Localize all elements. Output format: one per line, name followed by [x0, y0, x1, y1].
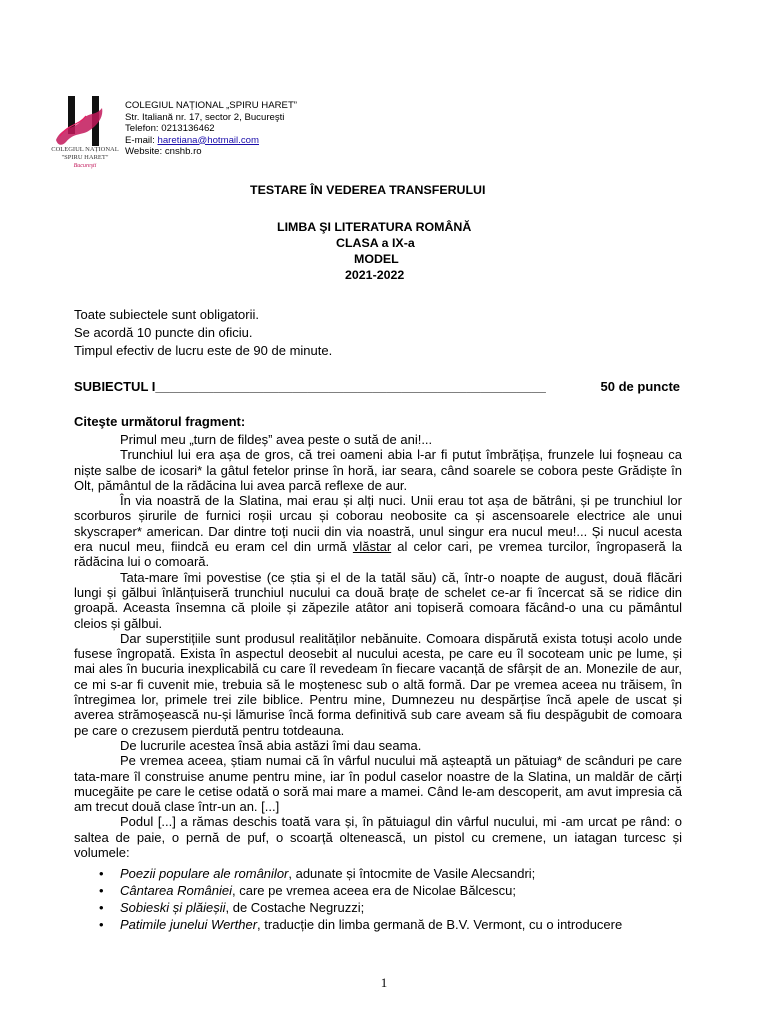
school-name: COLEGIUL NAȚIONAL „SPIRU HARET”: [125, 100, 298, 111]
instructions: [74, 306, 332, 360]
instruction-line: Toate subiectele sunt obligatorii.: [74, 307, 260, 322]
book-detail: , traducție din limba germană de B.V. Vermont, cu o introducere: [257, 917, 623, 932]
school-email-line: [125, 135, 297, 147]
paragraph: Pe vremea aceea, știam numai că în vârful nucului mă așteaptă un pătuiag* de scânduri pe care tata-mare îl construise anume pentru mine, iar în podul caselor noastre de la Slatina, un maldăr de cărți mucegăite pe care le cetise odată o soră mai mare a mamei. Când le-am descoperit, am avut impresia că am trecut două clase într-un an. [...]: [74, 753, 682, 815]
section-points: 50 de puncte: [600, 379, 680, 394]
book-list: [74, 865, 682, 933]
school-phone: Telefon: 0213136462: [125, 123, 215, 134]
email-label: E-mail:: [125, 134, 158, 146]
school-address: Str. Italiană nr. 17, sector 2, Bucureşti: [125, 111, 285, 123]
subject-title: LIMBA ŞI LITERATURA ROMÂNĂ: [277, 220, 472, 234]
book-detail: , de Costache Negruzzi;: [225, 900, 365, 915]
list-item: [74, 882, 682, 899]
logo-emblem-icon: [52, 96, 114, 148]
bullet-icon: •: [99, 866, 104, 881]
bullet-icon: •: [99, 917, 104, 932]
list-item: [74, 865, 682, 882]
instruction-line: Timpul efectiv de lucru este de 90 de minute.: [74, 343, 333, 358]
model-title: MODEL: [354, 252, 399, 266]
section-label: SUBIECTUL I______________________________________________________: [74, 379, 546, 394]
logo-caption-city: Bucureşti: [73, 163, 97, 169]
book-title: Patimile junelui Werther: [120, 917, 258, 932]
logo-caption-line: COLEGIUL NAȚIONAL: [51, 146, 119, 153]
book-detail: , adunate și întocmite de Vasile Alecsandri;: [288, 866, 536, 881]
book-title: Cântarea României: [120, 883, 233, 898]
book-title: Sobieski și plăieșii: [120, 900, 226, 915]
book-detail: , care pe vremea aceea era de Nicolae Bălcescu;: [232, 883, 517, 898]
paragraph-part: al celor cari, pe vremea turcilor, îngropaseră la rădăcina lui o comoară.: [74, 539, 682, 570]
paragraph: Podul [...] a rămas deschis toată vara și, în pătuiagul din vârful nucului, mi -am urcat pe rând: o saltea de paie, o pernă de puf, o scoarță oltenească, un pistol cu cremene, un iatagan turcesc și volumele:: [74, 814, 682, 861]
paragraph: De lucrurile acestea însă abia astăzi îmi dau seama.: [120, 737, 422, 753]
bullet-icon: •: [99, 900, 104, 915]
paragraph: Dar superstițiile sunt produsul realităților nebănuite. Comoara dispărută exista totuși acolo unde fusese îngropată. Exista în aspectul deosebit al nucului acesta, pe care eu îl socoteam unic pe lume, și mai ales în bucuria inexplicabilă cu care îl revedeam în fiecare vacanță de sfârșit de an. Monezile de aur, ce mi s-ar fi cuvenit mie, trebuia să le moștenesc sub o altă formă. Dar pe vremea aceea nu trăisem, în întregimea lor, primele trei zile biblice. Pentru mine, Dumnezeu nu despărțise încă apele de uscat și averea strămoșească nu-și lămurise încă forma definitivă sub care aveam să fiu despăgubit de comoara pe care o crezusem pierdută pentru totdeauna.: [74, 630, 682, 738]
reading-instruction: Citeşte următorul fragment:: [74, 414, 246, 429]
section-header: [74, 378, 680, 396]
email-link[interactable]: haretiana@hotmail.com: [157, 134, 259, 146]
list-item: [74, 899, 682, 916]
class-title: CLASA a IX-a: [336, 236, 415, 250]
book-title: Poezii populare ale românilor: [120, 866, 289, 881]
paragraph: Tata-mare îmi povestise (ce știa și el de la tatăl său) că, într-o noapte de august, două flăcări lungi și gălbui înlănțuiseră trunchiul nucului ca două brațe de schelet ce-ar fi încercat să se ridice din groapă. Aceasta însemna că ploile și zăpezile atâtor ani topiseră comoara făcând-o una cu pământul cleios și gălbui.: [74, 569, 682, 631]
year-title: 2021-2022: [345, 268, 405, 282]
paragraph: Trunchiul lui era așa de gros, că trei oameni abia l-ar fi putut îmbrățișa, frunzele lui foșneau ca niște salbe de icosari* la gâtul fetelor prinse în horă, iar seara, când soarele se cobora peste Grădiște în Olt, pământul de la rădăcina lui avea parcă reflexe de aur.: [74, 447, 682, 493]
logo-caption-line: "SPIRU HARET": [61, 154, 109, 161]
paragraph: [74, 493, 682, 569]
instruction-line: Se acordă 10 puncte din oficiu.: [74, 325, 253, 340]
paragraph-part: În via noastră de la Slatina, mai erau și alți nuci. Unii erau tot așa de bătrâni, și pe trunchiul lor scorburos șirurile de furnici roșii urcau și coborau neobosite ca și ascensoarele electrice ale unui skyscraper* american. Dar dintre toți nucii din via noastră, unul singur era nucul meu!... Și nucul acesta era nucul meu, fiindcă eu eram cel din urmă: [74, 493, 682, 555]
bullet-icon: •: [99, 883, 104, 898]
fragment-text: [74, 432, 682, 860]
underlined-word: vlăstar: [352, 539, 392, 555]
page-number: 1: [380, 975, 388, 990]
school-website: Website: cnshb.ro: [125, 146, 202, 157]
list-item: [74, 916, 682, 933]
school-header-info: [125, 100, 297, 158]
paragraph: Primul meu „turn de fildeș” avea peste o sută de ani!...: [120, 432, 433, 447]
document-title: TESTARE ÎN VEDEREA TRANSFERULUI: [250, 183, 486, 197]
logo-caption: [50, 146, 120, 170]
